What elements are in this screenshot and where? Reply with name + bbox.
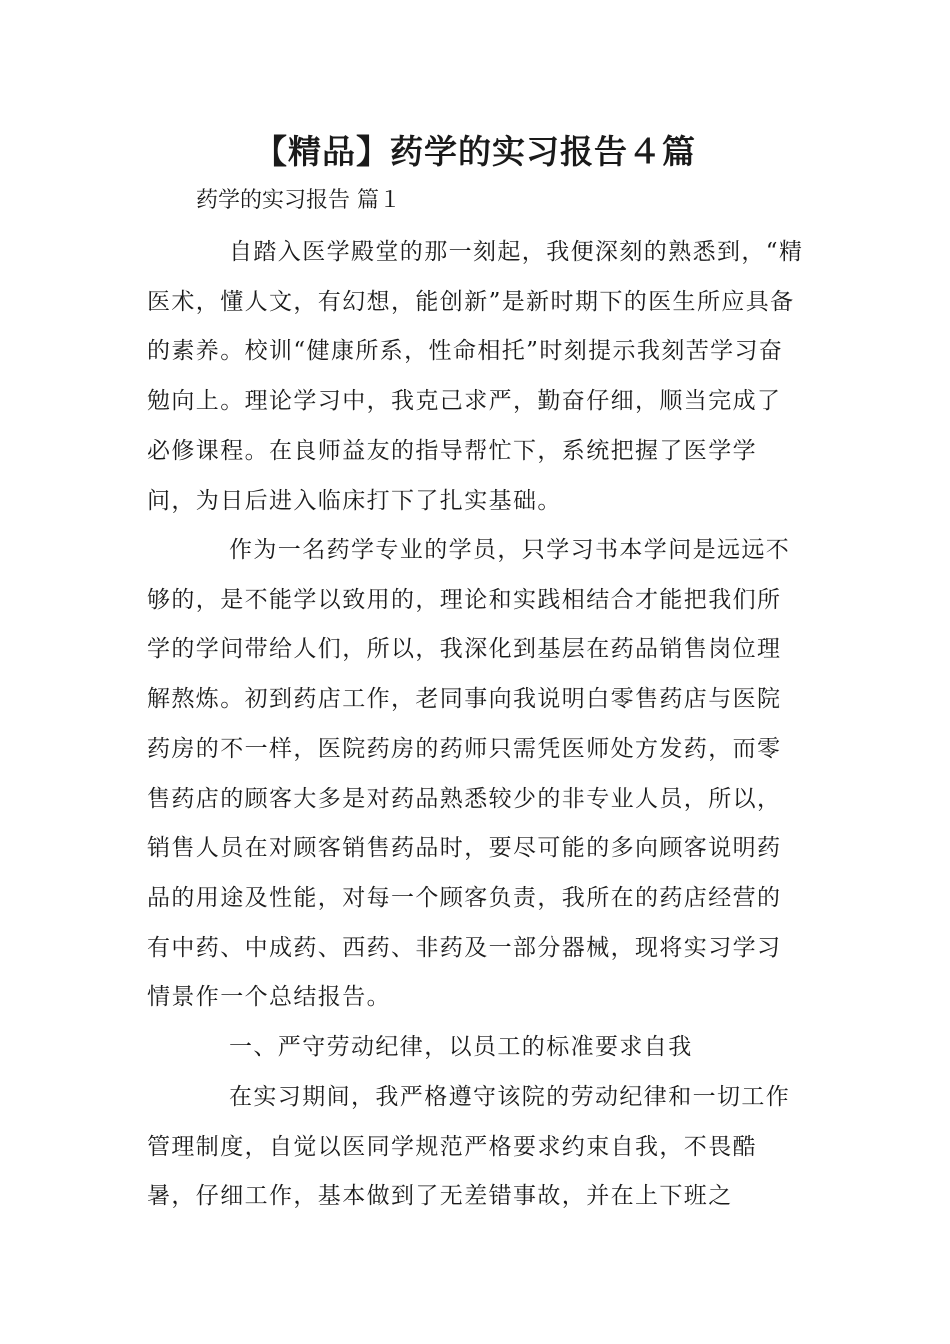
paragraph-2: 作为一名药学专业的学员，只学习书本学问是远远不够的，是不能学以致用的，理论和实践相结合才能把我们所学的学问带给人们，所以，我深化到基层在药品销售岗位理解熬炼。初到药店工作，老同事向我说明白零售药店与医院药房的不一样，医院药房的药师只需凭医师处方发药，而零售药店的顾客大多是对药品熟悉较少的非专业人员，所以，销售人员在对顾客销售药品时，要尽可能的多向顾客说明药品的用途及性能，对每一个顾客负责，我所在的药店经营的有中药、中成药、西药、非药及一部分器械，现将实习学习情景作一个总结报告。 [147,537,791,1011]
document-title: 【精品】药学的实习报告４篇 [254,132,696,171]
paragraph-1: 自踏入医学殿堂的那一刻起，我便深刻的熟悉到，“精医术，懂人文，有幻想，能创新”是新时期下的医生所应具备的素养。校训“健康所系，性命相托”时刻提示我刻苦学习奋勉向上。理论学习中，我克己求严，勤奋仔细，顺当完成了必修课程。在良师益友的指导帮忙下，系统把握了医学学问，为日后进入临床打下了扎实基础。 [147,239,804,514]
subheading-discipline: 一、严守劳动纪律，以员工的标准要求自我 [229,1034,693,1060]
section-heading: 药学的实习报告 篇１ [196,188,401,213]
paragraph-3: 在实习期间，我严格遵守该院的劳动纪律和一切工作管理制度，自觉以医同学规范严格要求约束自我，不畏酷暑，仔细工作，基本做到了无差错事故，并在上下班之 [147,1084,791,1210]
